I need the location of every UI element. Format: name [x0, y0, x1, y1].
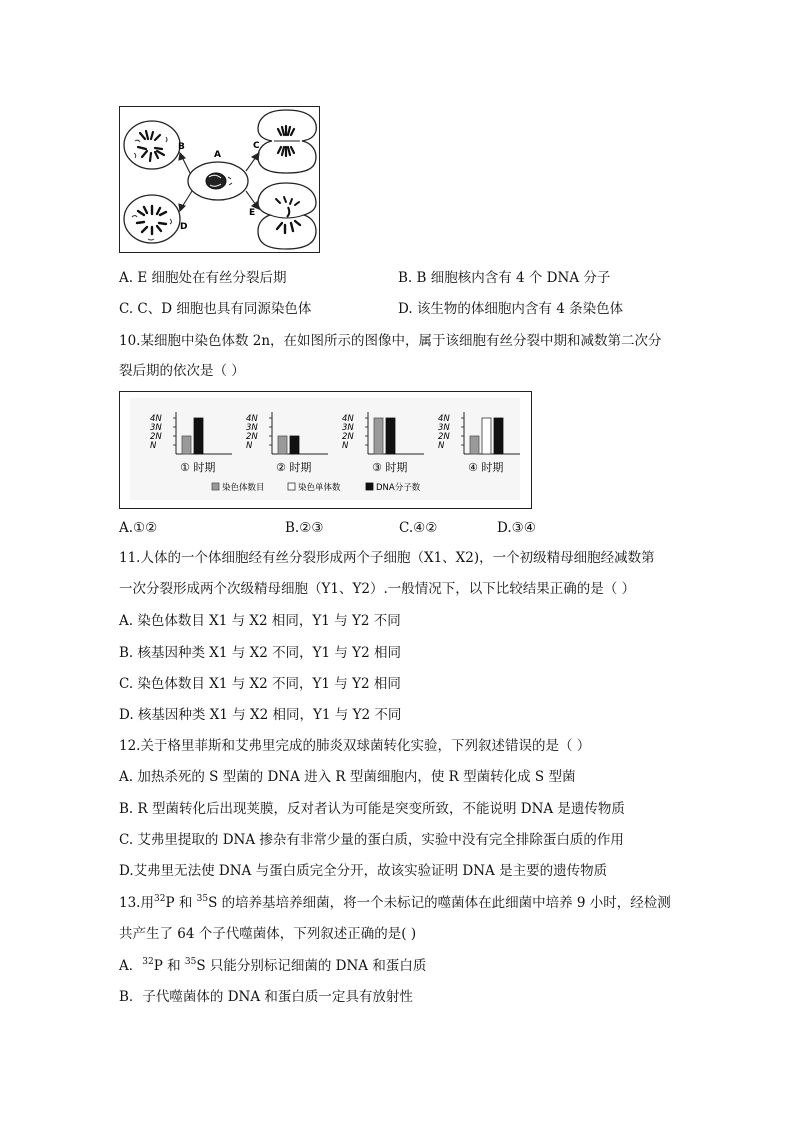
q13-option-a-rest: S 只能分别标记细菌的 DNA 和蛋白质: [196, 958, 427, 974]
q10-bar-chart: [120, 392, 531, 508]
q10-option-c: C.④②: [399, 520, 438, 536]
q13-and: 和: [174, 895, 197, 911]
y-tick-label: 4N: [438, 414, 450, 424]
q10-option-d: D.③④: [497, 520, 536, 536]
q11-option-d: D. 核基因种类 X1 与 X2 相同，Y1 与 Y2 不同: [119, 707, 402, 723]
bar-dna-4: [494, 418, 503, 454]
q13-option-a-prefix: A．: [119, 958, 143, 974]
q10-stem-line1: 10.某细胞中染色体数 2n，在如图所示的图像中，属于该细胞有丝分裂中期和减数第二次分: [119, 333, 662, 349]
cell-a: [188, 162, 248, 200]
isotope-p-mass-a: 32: [142, 957, 154, 967]
y-tick-label: 4N: [150, 414, 162, 424]
y-tick-label: N: [150, 441, 157, 451]
q13-option-b: B．子代噬菌体的 DNA 和蛋白质一定具有放射性: [119, 989, 413, 1005]
q11-stem-line2: 一次分裂形成两个次级精母细胞（Y1、Y2）.一般情况下，以下比较结果正确的是（ ）: [119, 581, 636, 597]
cell-b: [124, 121, 180, 169]
y-tick-label: 4N: [342, 414, 354, 424]
bar-chromosome-1: [182, 436, 191, 454]
legend-swatch-chromosome: [212, 483, 219, 490]
sulfur-symbol: S: [208, 895, 218, 911]
q9-option-a: A. E 细胞处在有丝分裂后期: [119, 270, 287, 286]
legend-swatch-chromatid: [288, 483, 295, 490]
cell-c: [258, 110, 316, 173]
legend-label-chromosome: 染色体数目: [222, 483, 265, 493]
q13-stem-line2: 共产生了 64 个子代噬菌体，下列叙述正确的是( ): [119, 926, 417, 942]
q10-option-a: A.①②: [119, 520, 158, 536]
q10-stem-line2: 裂后期的依次是（ ）: [119, 363, 245, 379]
q11-option-c: C. 染色体数目 X1 与 X2 不同，Y1 与 Y2 相同: [119, 676, 401, 692]
q10-option-b: B.②③: [285, 520, 324, 536]
isotope-s-mass: 35: [196, 894, 209, 904]
panel-label-1: ① 时期: [180, 461, 216, 474]
y-tick-label: 3N: [246, 423, 258, 433]
q12-option-a: A. 加热杀死的 S 型菌的 DNA 进入 R 型菌细胞内，使 R 型菌转化成 S 型菌: [119, 769, 576, 785]
label-e: E: [249, 208, 256, 218]
y-tick-label: 2N: [342, 432, 354, 442]
label-b: B: [178, 142, 185, 152]
q12-option-d: D.艾弗里无法使 DNA 与蛋白质完全分开，故该实验证明 DNA 是主要的遗传物质: [119, 863, 608, 879]
cell-division-figure: [119, 106, 320, 253]
y-tick-label: 2N: [150, 432, 162, 442]
y-tick-label: 3N: [342, 423, 354, 433]
q11-option-b: B. 核基因种类 X1 与 X2 不同，Y1 与 Y2 相同: [119, 645, 401, 661]
bar-dna-3: [386, 418, 395, 454]
q10-chart: [119, 391, 532, 509]
cell-division-diagram: [120, 107, 319, 252]
label-d: D: [180, 222, 188, 232]
y-tick-label: N: [246, 441, 253, 451]
y-tick-label: 4N: [246, 414, 258, 424]
y-tick-label: N: [438, 441, 445, 451]
bar-dna-1: [194, 418, 203, 454]
q13-option-a: [119, 957, 426, 975]
isotope-s-mass-a: 35: [184, 957, 197, 967]
y-tick-label: N: [342, 441, 349, 451]
q12-option-c: C. 艾弗里提取的 DNA 掺杂有非常少量的蛋白质，实验中没有完全排除蛋白质的作用: [119, 832, 624, 848]
bar-chromosome-3: [374, 418, 383, 454]
q9-option-b: B. B 细胞核内含有 4 个 DNA 分子: [398, 270, 611, 286]
bar-chromosome-2: [278, 436, 287, 454]
q13-stem-line1: [119, 894, 671, 912]
label-a: A: [214, 150, 221, 160]
q13-stem-rest: 的培养基培养细菌，将一个未标记的噬菌体在此细菌中培养 9 小时，经检测: [217, 895, 671, 911]
y-tick-label: 3N: [438, 423, 450, 433]
panel-label-4: ④ 时期: [468, 461, 504, 474]
cell-d: [124, 195, 180, 243]
y-tick-label: 2N: [438, 432, 450, 442]
bar-chromosome-4: [470, 436, 479, 454]
q13-prefix: 13.用: [119, 895, 154, 911]
panel-label-3: ③ 时期: [372, 461, 408, 474]
q12-option-b: B. R 型菌转化后出现荚膜，反对者认为可能是突变所致，不能说明 DNA 是遗传物质: [119, 801, 625, 817]
bar-chromatid-4: [482, 418, 491, 454]
legend-label-chromatid: 染色单体数: [298, 483, 341, 493]
y-tick-label: 2N: [246, 432, 258, 442]
q9-option-c: C. C、D 细胞也具有同源染色体: [119, 301, 312, 317]
phosphorus-symbol: P: [165, 895, 175, 911]
q11-stem-line1: 11.人体的一个体细胞经有丝分裂形成两个子细胞（X1、X2)，一个初级精母细胞经减数第: [119, 550, 655, 566]
cell-e: [258, 183, 316, 249]
legend-swatch-dna: [366, 483, 373, 490]
isotope-p-mass: 32: [153, 894, 166, 904]
q12-stem: 12.关于格里菲斯和艾弗里完成的肺炎双球菌转化实验，下列叙述错误的是（ ）: [119, 738, 591, 754]
panel-label-2: ② 时期: [276, 461, 312, 474]
legend-label-dna: DNA分子数: [376, 483, 421, 493]
y-tick-label: 3N: [150, 423, 162, 433]
q9-option-d: D. 该生物的体细胞内含有 4 条染色体: [398, 301, 624, 317]
label-c: C: [253, 141, 260, 151]
q11-option-a: A. 染色体数目 X1 与 X2 相同，Y1 与 Y2 不同: [119, 613, 401, 629]
bar-dna-2: [290, 436, 299, 454]
q13-option-a-mid: P 和: [153, 958, 185, 974]
